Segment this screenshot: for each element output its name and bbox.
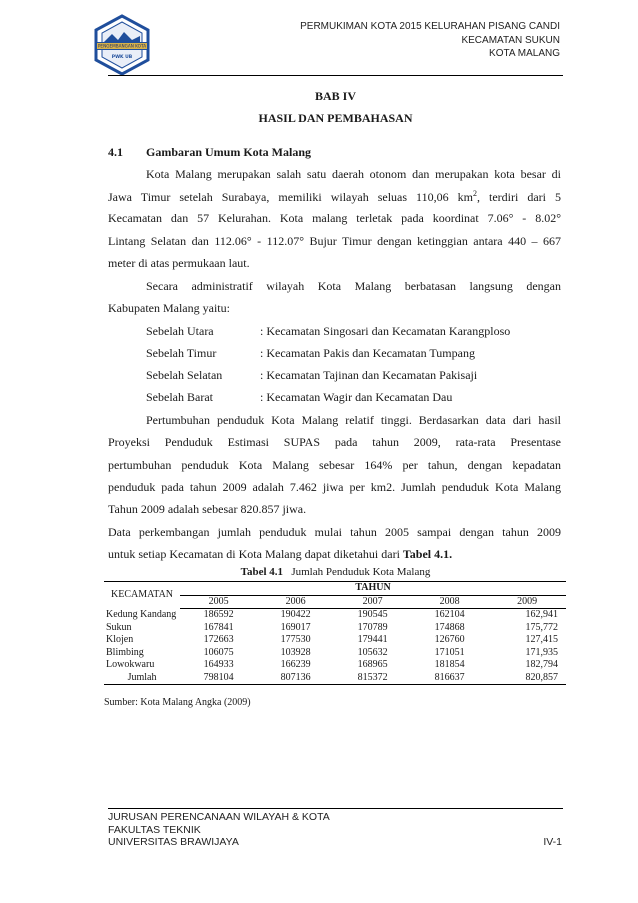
- population-table: [104, 581, 566, 685]
- cell: 127,415: [525, 634, 558, 645]
- header-kecamatan: KECAMATAN: [104, 582, 180, 609]
- cell: 171051: [434, 646, 465, 658]
- cell: 162,941: [525, 609, 558, 620]
- para3-line-5: Tahun 2009 adalah sebesar 820.857 jiwa.: [108, 502, 307, 516]
- cell: 169017: [280, 621, 311, 633]
- header-year: 2005: [180, 595, 257, 609]
- total-cell: 816637: [411, 672, 488, 685]
- total-cell: 820,857: [488, 672, 566, 685]
- row-name: Blimbing: [106, 646, 144, 658]
- para4-line-2: [108, 547, 561, 562]
- total-cell: 807136: [257, 672, 334, 685]
- cell: 162104: [434, 609, 465, 620]
- cell: 186592: [203, 609, 234, 620]
- cell: 168965: [357, 659, 388, 670]
- border-val: : Kecamatan Tajinan dan Kecamatan Pakisaji: [260, 368, 478, 382]
- table-row: [104, 634, 566, 647]
- cell: 171,935: [525, 646, 558, 658]
- para3-line-1: Pertumbuhan penduduk Kota Malang relatif tinggi. Berdasarkan data dari hasil: [146, 413, 561, 427]
- para1-line-2: [108, 189, 561, 205]
- section-heading: [108, 145, 311, 160]
- chapter-number: BAB IV: [314, 89, 356, 103]
- section-title: Gambaran Umum Kota Malang: [146, 145, 311, 159]
- cell: 177530: [280, 634, 311, 645]
- header-rule: [108, 75, 563, 76]
- header-year: 2006: [257, 595, 334, 609]
- footer: [108, 811, 330, 849]
- header-line-2: KECAMATAN SUKUN: [461, 34, 560, 46]
- border-val: : Kecamatan Singosari dan Kecamatan Karangploso: [260, 324, 511, 338]
- footer-line-2: FAKULTAS TEKNIK: [108, 823, 201, 836]
- header-line-3: KOTA MALANG: [489, 48, 560, 59]
- chapter-title: HASIL DAN PEMBAHASAN: [258, 111, 413, 125]
- border-east: [146, 346, 566, 362]
- page-number: IV-1: [543, 836, 562, 848]
- para3-line-3: pertumbuhan penduduk Kota Malang sebesar 164% per tahun, dengan kepadatan: [108, 458, 561, 472]
- table-row: [104, 659, 566, 672]
- cell: 175,772: [525, 621, 558, 633]
- cell: 179441: [357, 634, 388, 645]
- border-val: : Kecamatan Pakis dan Kecamatan Tumpang: [260, 346, 475, 360]
- cell: 174868: [434, 621, 465, 633]
- cell: 105632: [357, 646, 388, 658]
- para1-line-3: Kecamatan dan 57 Kelurahan. Kota malang terletak pada koordinat 7.06° - 8.02°: [108, 211, 561, 225]
- total-cell: 798104: [180, 672, 257, 685]
- table-reference: Tabel 4.1.: [402, 547, 453, 561]
- table-total-row: [104, 672, 566, 685]
- row-name: Klojen: [106, 634, 134, 645]
- para1-line-4: Lintang Selatan dan 112.06° - 112.07° Bujur Timur dengan ketinggian antara 440 – 667: [108, 234, 561, 248]
- header-year: 2009: [488, 595, 566, 609]
- cell: 167841: [203, 621, 234, 633]
- row-name: Lowokwaru: [106, 659, 155, 670]
- cell: 103928: [280, 646, 311, 658]
- institution-logo: [90, 14, 154, 76]
- header-year: 2007: [334, 595, 411, 609]
- cell: 166239: [280, 659, 311, 670]
- table-row: [104, 622, 566, 635]
- section-number: 4.1: [108, 145, 123, 159]
- cell: 170789: [357, 621, 388, 633]
- para1-line-5: meter di atas permukaan laut.: [108, 256, 250, 270]
- total-label: Jumlah: [104, 672, 180, 685]
- para3-line-4: penduduk pada tahun 2009 adalah 7.462 jiwa per km2. Jumlah penduduk Kota Malang: [108, 480, 561, 494]
- cell: 126760: [434, 634, 465, 645]
- cell: 172663: [203, 634, 234, 645]
- logo-text-sub: PWK UB: [111, 55, 133, 60]
- para3-line-2: Proyeksi Penduduk Estimasi SUPAS pada tahun 2009, rata-rata Presentase: [108, 435, 561, 449]
- area-superscript: 2: [472, 189, 477, 198]
- table-row: [104, 609, 566, 622]
- border-west: [146, 390, 566, 406]
- cell: 106075: [203, 646, 234, 658]
- para1-line-1: Kota Malang merupakan salah satu daerah otonom dan merupakan kota besar di: [146, 167, 561, 181]
- cell: 164933: [203, 659, 234, 670]
- border-dir: Sebelah Barat: [146, 390, 213, 404]
- running-header: [300, 20, 560, 61]
- row-name: Kedung Kandang: [106, 608, 177, 620]
- border-dir: Sebelah Utara: [146, 324, 214, 338]
- logo-text-main: PENGEMBANGAN KOTA: [97, 43, 147, 49]
- border-val: : Kecamatan Wagir dan Kecamatan Dau: [260, 390, 453, 404]
- para1-line-2b: , terdiri dari 5: [476, 190, 561, 204]
- total-cell: 815372: [334, 672, 411, 685]
- para4-line-2-text: untuk setiap Kecamatan di Kota Malang dapat diketahui dari: [108, 547, 403, 561]
- border-dir: Sebelah Timur: [146, 346, 217, 360]
- cell: 182,794: [525, 659, 558, 670]
- header-tahun: TAHUN: [180, 582, 566, 596]
- header-line-1: PERMUKIMAN KOTA 2015 KELURAHAN PISANG CANDI: [300, 21, 560, 32]
- footer-line-3: UNIVERSITAS BRAWIJAYA: [108, 836, 239, 848]
- footer-line-1: JURUSAN PERENCANAAN WILAYAH & KOTA: [108, 811, 330, 823]
- cell: 181854: [434, 659, 465, 670]
- para4-line-1: Data perkembangan jumlah penduduk mulai tahun 2005 sampai dengan tahun 2009: [108, 525, 561, 539]
- cell: 190422: [280, 609, 311, 620]
- border-north: [146, 324, 566, 340]
- cell: 190545: [357, 609, 388, 620]
- table-caption-title: Jumlah Penduduk Kota Malang: [291, 566, 431, 578]
- border-south: [146, 368, 566, 384]
- border-dir: Sebelah Selatan: [146, 368, 223, 382]
- table-row: [104, 647, 566, 660]
- table-source: Sumber: Kota Malang Angka (2009): [104, 697, 251, 708]
- table-caption-number: Tabel 4.1: [240, 566, 284, 578]
- para1-line-2a: Jawa Timur setelah Surabaya, memiliki wilayah seluas 110,06 km: [108, 190, 473, 204]
- header-year: 2008: [411, 595, 488, 609]
- row-name: Sukun: [106, 621, 132, 633]
- para2-line-1: Secara administratif wilayah Kota Malang berbatasan langsung dengan: [146, 279, 561, 293]
- para2-line-2: Kabupaten Malang yaitu:: [108, 301, 230, 315]
- footer-rule: [108, 808, 563, 809]
- table-caption: [108, 566, 563, 578]
